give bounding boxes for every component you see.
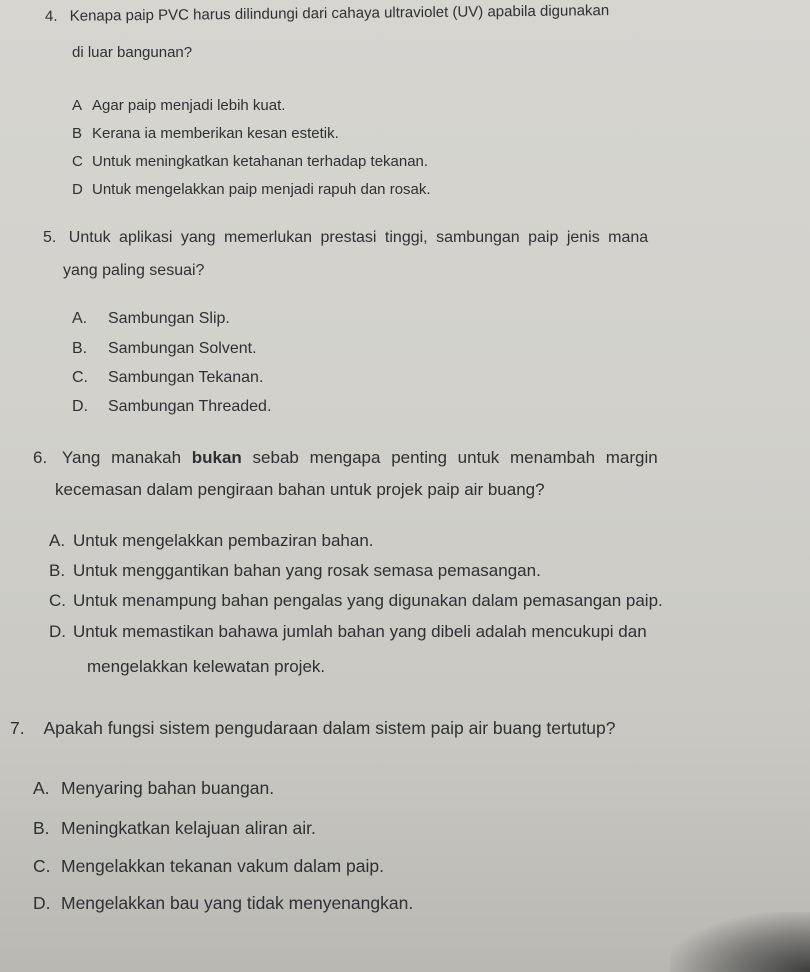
question-5-option-c[interactable]: [72, 369, 263, 387]
question-6-stem-post: sebab mengapa penting untuk menambah margin: [241, 448, 658, 467]
question-6-stem-line-2: kecemasan dalam pengiraan bahan untuk projek paip air buang?: [55, 480, 545, 499]
option-letter: C.: [33, 856, 51, 876]
option-text: Meningkatkan kelajuan aliran air.: [61, 818, 316, 838]
question-6-stem-pre: Yang manakah: [61, 448, 192, 467]
question-6-option-b[interactable]: [49, 561, 541, 581]
question-4-option-d[interactable]: [72, 181, 431, 198]
option-letter: C.: [72, 369, 88, 386]
option-text: Untuk memastikan bahawa jumlah bahan yang dibeli adalah mencukupi dan: [73, 622, 647, 641]
option-text: Menyaring bahan buangan.: [61, 778, 275, 798]
question-4-number: 4.: [44, 7, 58, 25]
question-7-option-b[interactable]: [33, 818, 316, 839]
option-letter: A.: [72, 310, 88, 327]
option-text: Agar paip menjadi lebih kuat.: [92, 97, 286, 114]
question-5-option-b[interactable]: [72, 340, 257, 358]
question-4-stem-line-1: [45, 2, 609, 25]
question-6-stem-bold: bukan: [191, 448, 242, 467]
option-letter: B: [72, 125, 83, 142]
option-letter: C: [72, 153, 83, 170]
question-6-option-c[interactable]: [49, 591, 663, 611]
corner-shadow: [670, 912, 810, 972]
question-5-stem-line-2: yang paling sesuai?: [63, 262, 205, 279]
question-5-option-d[interactable]: [72, 398, 271, 416]
question-7-option-a[interactable]: [33, 778, 274, 799]
option-letter: B.: [33, 818, 50, 838]
question-4-stem-text: Kenapa paip PVC harus dilindungi dari cahaya ultraviolet (UV) apabila digunakan: [69, 2, 610, 25]
option-letter: A.: [49, 531, 66, 550]
option-text: Untuk menampung bahan pengalas yang digunakan dalam pemasangan paip.: [73, 591, 663, 610]
question-7-option-d[interactable]: [33, 893, 413, 914]
question-4-option-c[interactable]: [72, 153, 428, 170]
option-text: Untuk meningkatkan ketahanan terhadap tekanan.: [92, 153, 429, 170]
question-6-number: 6.: [33, 448, 48, 467]
question-4-option-a[interactable]: [72, 97, 285, 114]
question-5-stem-line-1: [43, 229, 648, 247]
option-letter: B.: [49, 561, 66, 580]
option-text: Mengelakkan bau yang tidak menyenangkan.: [61, 893, 414, 913]
option-letter: C.: [49, 591, 66, 610]
option-letter: D: [72, 181, 83, 198]
question-5-number: 5.: [43, 229, 57, 246]
question-7-option-c[interactable]: [33, 856, 384, 877]
question-6-option-d-line-2: mengelakkan kelewatan projek.: [87, 657, 326, 676]
option-letter: D.: [49, 622, 66, 641]
option-text: Sambungan Threaded.: [108, 398, 272, 415]
question-4-stem-line-2: di luar bangunan?: [72, 44, 193, 61]
question-5-option-a[interactable]: [72, 310, 230, 328]
option-letter: A: [72, 97, 83, 114]
option-text: Untuk menggantikan bahan yang rosak semasa pemasangan.: [73, 561, 541, 580]
option-text: Sambungan Solvent.: [108, 340, 257, 357]
question-6-stem-line-1: [33, 448, 658, 468]
option-text: Sambungan Slip.: [108, 310, 230, 327]
option-text: Kerana ia memberikan kesan estetik.: [92, 125, 339, 142]
option-letter: D.: [72, 398, 88, 415]
option-letter: A.: [33, 778, 50, 798]
question-6-option-a[interactable]: [49, 531, 374, 551]
option-text: Untuk mengelakkan paip menjadi rapuh dan rosak.: [92, 181, 431, 198]
question-6-option-d[interactable]: [49, 622, 647, 642]
question-7-stem-text: Apakah fungsi sistem pengudaraan dalam sistem paip air buang tertutup?: [43, 718, 616, 738]
option-text: Sambungan Tekanan.: [108, 369, 264, 386]
option-letter: D.: [33, 893, 51, 913]
question-4-option-b[interactable]: [72, 125, 339, 142]
question-7-number: 7.: [10, 718, 25, 738]
question-5-stem-text: Untuk aplikasi yang memerlukan prestasi tinggi, sambungan paip jenis mana: [68, 229, 649, 246]
option-text: Mengelakkan tekanan vakum dalam paip.: [61, 856, 384, 876]
question-7-stem-line: [10, 718, 616, 739]
option-letter: B.: [72, 340, 88, 357]
option-text: Untuk mengelakkan pembaziran bahan.: [73, 531, 374, 550]
